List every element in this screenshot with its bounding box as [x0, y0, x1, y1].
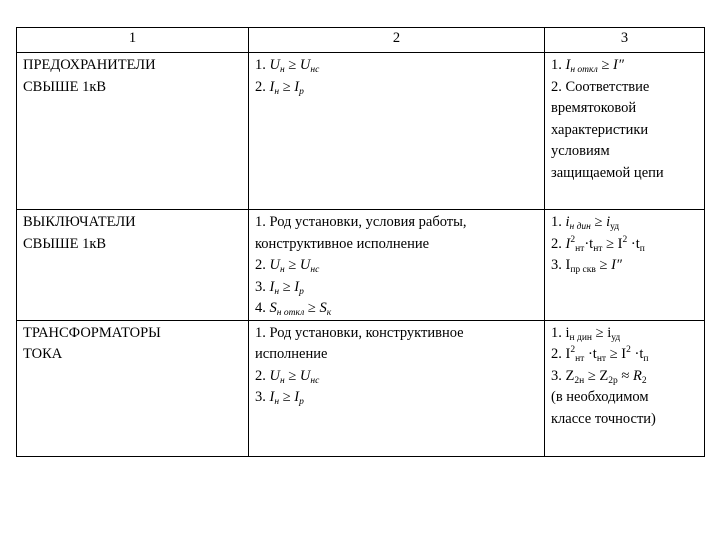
condition-line: конструктивное исполнение [255, 235, 430, 252]
selection-conditions-cell [249, 53, 545, 210]
verification-conditions-cell [545, 210, 705, 321]
selection-conditions-cell [249, 210, 545, 321]
device-voltage-class: СВЫШЕ 1кВ [23, 235, 107, 252]
condition-line: исполнение [255, 346, 328, 362]
condition-line: 2. $I_н \ge I_р$ [255, 78, 304, 97]
check-line: 2. $I^2_{нт} \cdot t_{нт} \ge I^2 \cdot t_п$ [551, 345, 649, 364]
condition-line: 1. $U_н \ge U_{нс}$ [255, 57, 320, 75]
check-line: 1. $I_{н откл} \ge I''$ [551, 57, 624, 75]
verification-conditions-cell [545, 53, 705, 210]
check-line: условиям [551, 143, 610, 159]
header-row [17, 28, 705, 53]
condition-line: 3. $I_н \ge I_р$ [255, 389, 304, 407]
header-col-2: 2 [249, 28, 545, 53]
condition-line: 2. $U_н \ge U_{нс}$ [255, 257, 320, 275]
check-line: (в необходимом [551, 389, 649, 405]
device-cell [17, 320, 249, 457]
selection-criteria-table [16, 27, 705, 457]
check-line: классе точности) [551, 410, 656, 427]
check-line: защищаемой цепи [551, 164, 664, 181]
condition-line: 1. Род установки, условия работы, [255, 214, 467, 230]
table-row [17, 320, 705, 457]
device-cell [17, 53, 249, 210]
device-type: ТОКА [23, 346, 63, 362]
condition-line: 4. $S_{н откл} \ge S_к$ [255, 300, 332, 318]
header-col-3: 3 [545, 28, 705, 53]
check-line: 2. Соответствие [551, 78, 650, 95]
condition-line: 3. $I_н \ge I_р$ [255, 278, 304, 297]
device-name: ТРАНСФОРМАТОРЫ [23, 324, 161, 341]
device-cell [17, 210, 249, 321]
header-col-1: 1 [17, 28, 249, 53]
verification-conditions-cell [545, 320, 705, 457]
device-name: ВЫКЛЮЧАТЕЛИ [23, 214, 136, 230]
condition-line: 1. Род установки, конструктивное [255, 324, 464, 341]
table-row [17, 53, 705, 210]
device-name: ПРЕДОХРАНИТЕЛИ [23, 57, 156, 73]
check-line: 2. $I^2_{нт}\cdot t_{нт} \ge I^2 \cdot t_п$ [551, 234, 645, 254]
check-line: времятоковой [551, 100, 637, 116]
check-line: 1. $i_{н дин} \ge i_{уд}$ [551, 214, 620, 232]
check-line: характеристики [551, 121, 649, 138]
condition-line: 2. $U_н \ge U_{нс}$ [255, 367, 320, 386]
check-line: 3. $I_{пр скв} \ge I''$ [551, 257, 622, 275]
check-line: 1. $i_{н дин} \ge i_{уд}$ [551, 324, 621, 343]
table-row [17, 210, 705, 321]
selection-conditions-cell [249, 320, 545, 457]
device-voltage-class: СВЫШЕ 1кВ [23, 78, 107, 95]
check-line: 3. $Z_{2н} \ge Z_{2р} \approx R_2$ [551, 367, 647, 386]
